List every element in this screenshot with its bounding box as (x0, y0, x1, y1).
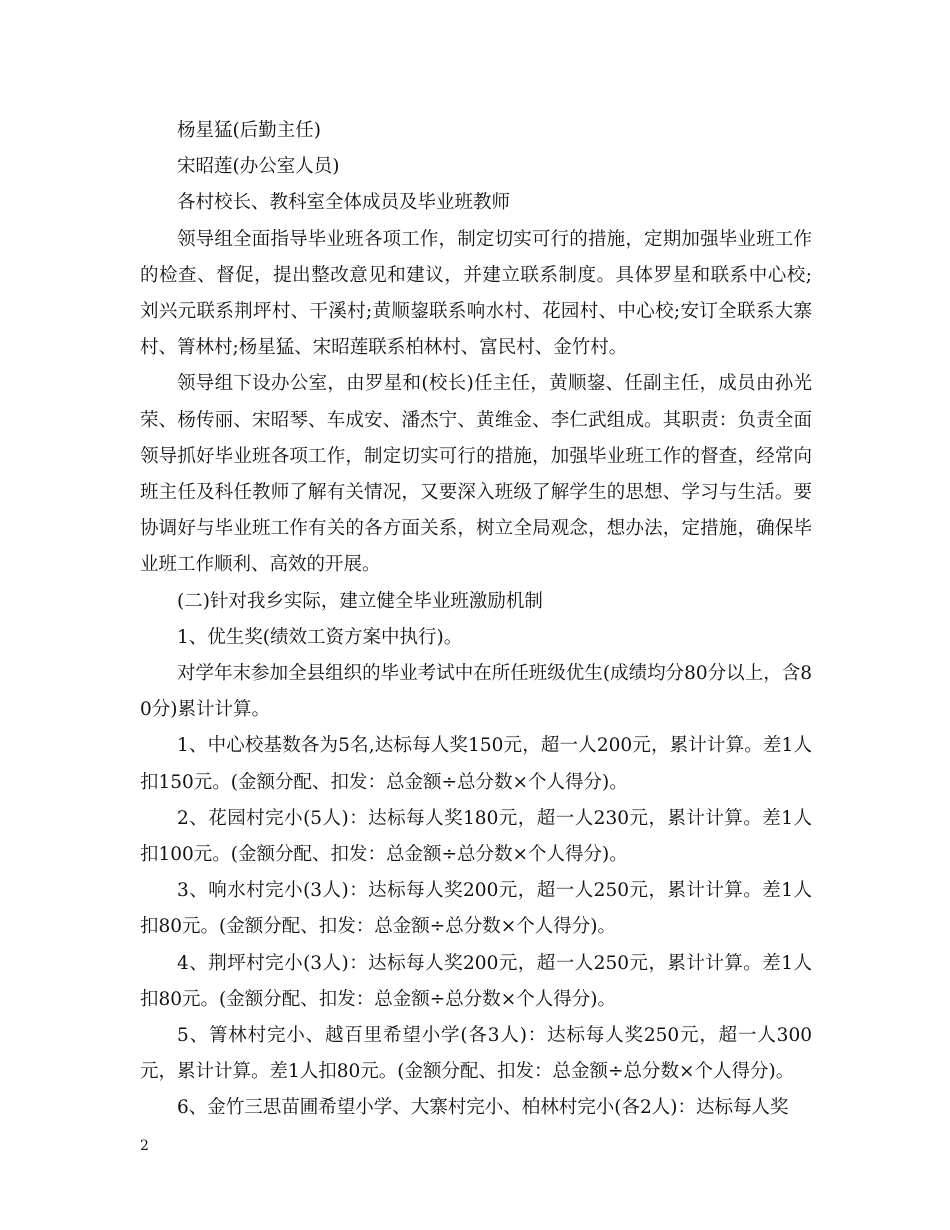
list-item-school-3: 3、响水村完小(3人)：达标每人奖200元，超一人250元，累计计算。差1人扣80元。(金额分配、扣发：总金额÷总分数×个人得分)。 (140, 880, 812, 938)
list-item-school-4: 4、荆坪村完小(3人)：达标每人奖200元，超一人250元，累计计算。差1人扣80元。(金额分配、扣发：总金额÷总分数×个人得分)。 (140, 952, 812, 1010)
paragraph-staff-song: 宋昭莲(办公室人员) (177, 156, 340, 178)
page-number: 2 (140, 1138, 149, 1154)
paragraph-leadership-duties: 领导组全面指导毕业班各项工作，制定切实可行的措施，定期加强毕业班工作的检查、督促，提出整改意见和建议，并建立联系制度。具体罗星和联系中心校;刘兴元联系荆坪村、干溪村;黄顺鋆联系响水村、花园村、中心校;安订全联系大寨村、箐林村;杨星猛、宋昭莲联系柏林村、富民村、金竹村。 (140, 228, 812, 359)
paragraph-office-setup: 领导组下设办公室，由罗星和(校长)任主任，黄顺鋆、任副主任，成员由孙光荣、杨传丽、宋昭琴、车成安、潘杰宁、黄维金、李仁武组成。其职责：负责全面领导抓好毕业班各项工作，制定切实可行的措施，加强毕业班工作的督查，经常向班主任及科任教师了解有关情况，又要深入班级了解学生的思想、学习与生活。要协调好与毕业班工作有关的各方面关系，树立全局观念，想办法，定措施，确保毕业班工作顺利、高效的开展。 (140, 373, 812, 576)
paragraph-award-item: 1、优生奖(绩效工资方案中执行)。 (177, 626, 463, 648)
document-body (140, 113, 812, 1127)
section-heading-incentive: (二)针对我乡实际，建立健全毕业班激励机制 (177, 590, 543, 612)
list-item-school-5: 5、箐林村完小、越百里希望小学(各3人)：达标每人奖250元，超一人300元，累计计算。差1人扣80元。(金额分配、扣发：总金额÷总分数×个人得分)。 (140, 1025, 812, 1083)
paragraph-staff-yang: 杨星猛(后勤主任) (177, 120, 321, 141)
list-item-school-1: 1、中心校基数各为5名,达标每人奖150元，超一人200元，累计计算。差1人扣150元。(金额分配、扣发：总金额÷总分数×个人得分)。 (140, 735, 812, 793)
paragraph-award-criteria: 对学年末参加全县组织的毕业考试中在所任班级优生(成绩均分80分以上，含80分)累计计算。 (140, 663, 812, 721)
list-item-school-6: 6、金竹三思苗圃希望小学、大寨村完小、柏林村完小(各2人)：达标每人奖 (177, 1097, 789, 1119)
list-item-school-2: 2、花园村完小(5人)：达标每人奖180元，超一人230元，累计计算。差1人扣100元。(金额分配、扣发：总金额÷总分数×个人得分)。 (140, 807, 812, 866)
paragraph-staff-others: 各村校长、教科室全体成员及毕业班教师 (177, 192, 511, 214)
